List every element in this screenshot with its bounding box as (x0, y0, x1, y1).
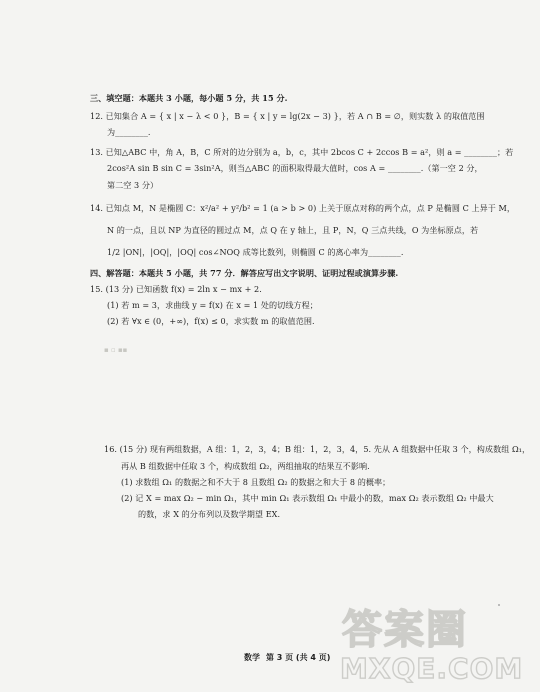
q16-line2: 再从 B 组数据中任取 3 个，构成数组 Ω₂，两组抽取的结果互不影响. (121, 461, 370, 471)
q13-line3: 第二空 3 分） (107, 180, 159, 190)
q14-line1: 14. 已知点 M，N 是椭圆 C：x²/a² + y²/b² = 1 (a > b > 0) 上关于原点对称的两个点，点 P 是椭圆 C 上异于 M， (90, 203, 515, 213)
q16-line1: 16. (15 分) 现有两组数据，A 组：1，2，3，4；B 组：1，2，3，4，5. 先从 A 组数据中任取 3 个，构成数组 Ω₁， (104, 444, 531, 454)
faint-bleed-through-mark: ▪ ▫ ▪▪ (104, 346, 128, 354)
q12-line2: 为________. (107, 127, 151, 137)
watermark-logo: 答案圈 (342, 607, 468, 653)
q13-line1: 13. 已知△ABC 中，角 A，B，C 所对的边分别为 a，b，c，其中 2bcos C + 2ccos B = a²，则 a = ________；若 (90, 147, 514, 157)
q16-line4: (2) 记 X = max Ω₂ − min Ω₁，其中 min Ω₁ 表示数组 Ω₁ 中最小的数，max Ω₂ 表示数组 Ω₂ 中最大 (121, 493, 494, 503)
q14-line3: 1/2 |ON|，|OQ|，|OQ| cos∠NOQ 成等比数列，则椭圆 C 的离心率为________. (107, 247, 404, 257)
watermark-url: MXQE.COM (340, 652, 524, 685)
q13-line2: 2cos²A sin B sin C = 3sin²A，则当△ABC 的面积取得最大值时，cos A = ________.（第一空 2 分， (107, 163, 483, 173)
watermark (340, 598, 530, 690)
q12-line1: 12. 已知集合 A = { x | x − λ < 0 }，B = { x | y = lg(2x − 3) }，若 A ∩ B = ∅，则实数 λ 的取值范围 (90, 111, 485, 121)
section4-header: 四、解答题：本题共 5 小题，共 77 分．解答应写出文字说明、证明过程或演算步骤. (90, 268, 399, 278)
q16-line3: (1) 求数组 Ω₁ 的数据之和不大于 8 且数组 Ω₂ 的数据之和大于 8 的概率； (121, 477, 391, 487)
footer-subject: 数学 (244, 653, 260, 662)
q15-line3: (2) 若 ∀x ∈ (0，+∞)，f(x) ≤ 0，求实数 m 的取值范围. (107, 316, 315, 326)
q15-line2: (1) 若 m = 3，求曲线 y = f(x) 在 x = 1 处的切线方程； (107, 300, 318, 310)
page-footer (244, 652, 336, 663)
section3-header: 三、填空题：本题共 3 小题，每小题 5 分，共 15 分. (90, 93, 288, 103)
footer-page-number: 第 3 页 (共 4 页) (266, 653, 331, 662)
q14-line2: N 的一点，且以 NP 为直径的圆过点 M，点 Q 在 y 轴上，且 P，N，Q 三点共线，O 为坐标原点，若 (107, 225, 479, 235)
q15-line1: 15. (13 分) 已知函数 f(x) = 2ln x − mx + 2. (90, 284, 262, 294)
q16-line5: 的数，求 X 的分布列以及数学期望 EX. (138, 509, 281, 519)
